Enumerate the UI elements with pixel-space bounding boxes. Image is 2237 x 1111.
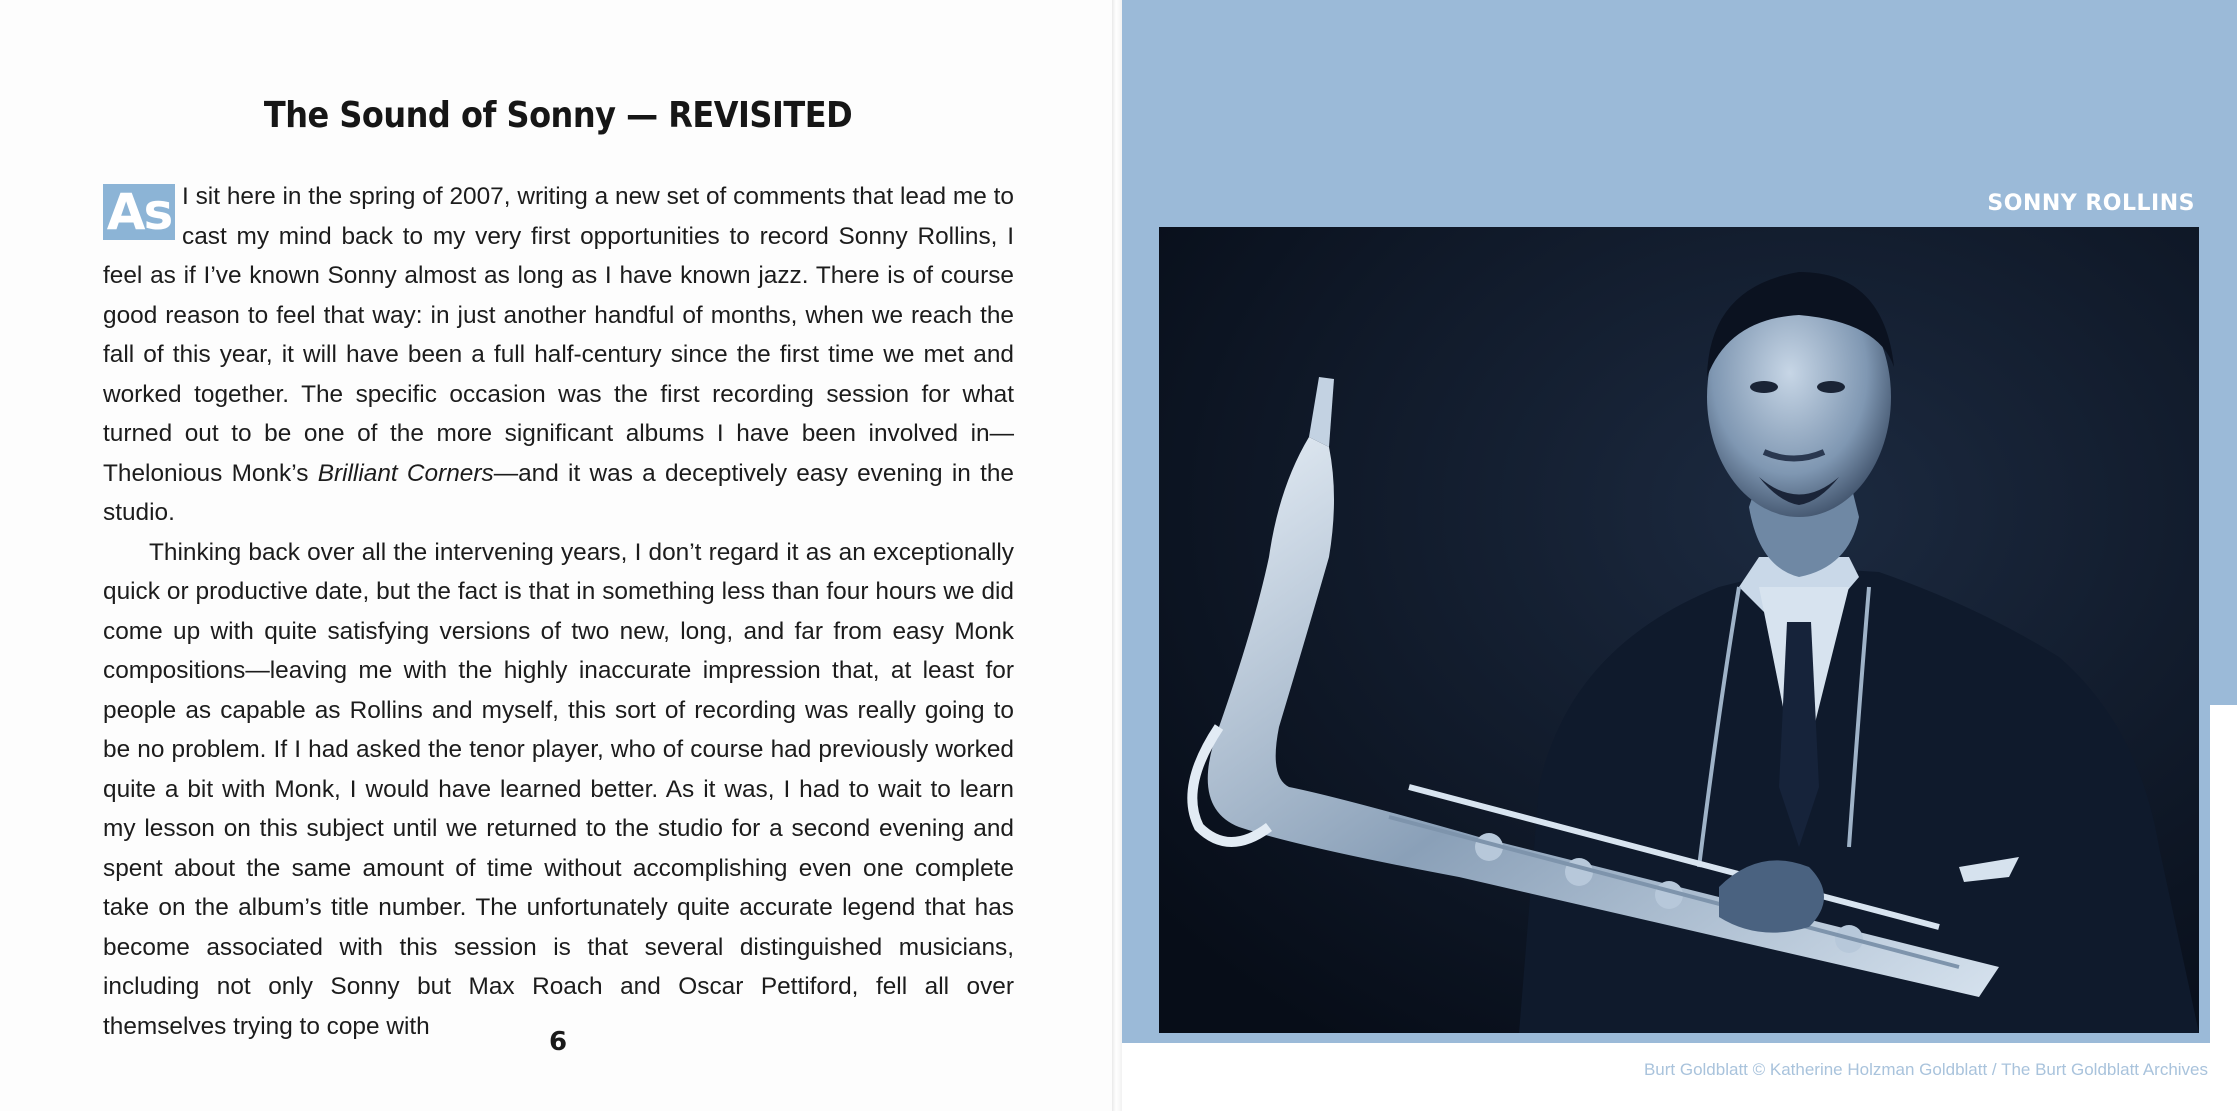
paragraph-1-outro: —and it was a deceptively easy evening in the studio. [103, 459, 1014, 526]
photo-illustration [1159, 227, 2199, 1033]
book-gutter [1112, 0, 1122, 1111]
right-page [1122, 0, 2237, 1111]
paragraph-2: Thinking back over all the intervening years, I don’t regard it as an exceptionally quick or productive date, but the fact is that in something less than four hours we did come up with quite satisfying versions of two new, long, and far from easy Monk compositions—leaving me with the highly inaccurate impression that, at least for people as capable as Rollins and myself, this sort of recording was really going to be no problem. If I had asked the tenor player, who of course had previously worked quite a bit with Monk, I would have learned better. As it was, I had to wait to learn my lesson on this subject until we returned to the studio for a second evening and spent about the same amount of time without accomplishing even one complete take on the album’s title number. The unfortunately quite accurate legend that has become associated with this session is that several distinguished musicians, including not only Sonny but Max Roach and Oscar Pettiford, fell all over themselves trying to cope with [103, 538, 1014, 1040]
essay-body [103, 177, 1014, 1046]
drop-cap: As [103, 184, 175, 240]
left-page [0, 0, 1116, 1111]
musician-photo [1159, 227, 2199, 1033]
paragraph-1 [103, 177, 1014, 533]
album-title-italic: Brilliant Corners [317, 459, 494, 487]
paragraph-1-intro: I sit here in the spring of 2007, writing a new set of comments that lead me to cast my mind back to my very first opportunities to record Sonny Rollins, I feel as if I’ve known Sonny almost as long as I have known jazz. There is of course good reason to feel that way: in just another handful of months, when we reach the fall of this year, it will have been a full half-century since the first time we met and worked together. The specific occasion was the first recording session for what turned out to be one of the more significant albums I have been involved in—Thelonious Monk’s [103, 183, 1014, 487]
artist-name-label: SONNY ROLLINS [1987, 191, 2195, 216]
page-number: 6 [548, 1027, 568, 1057]
photo-credit: Burt Goldblatt © Katherine Holzman Goldblatt / The Burt Goldblatt Archives [1643, 1060, 2208, 1079]
page-title: The Sound of Sonny — REVISITED [263, 94, 853, 136]
